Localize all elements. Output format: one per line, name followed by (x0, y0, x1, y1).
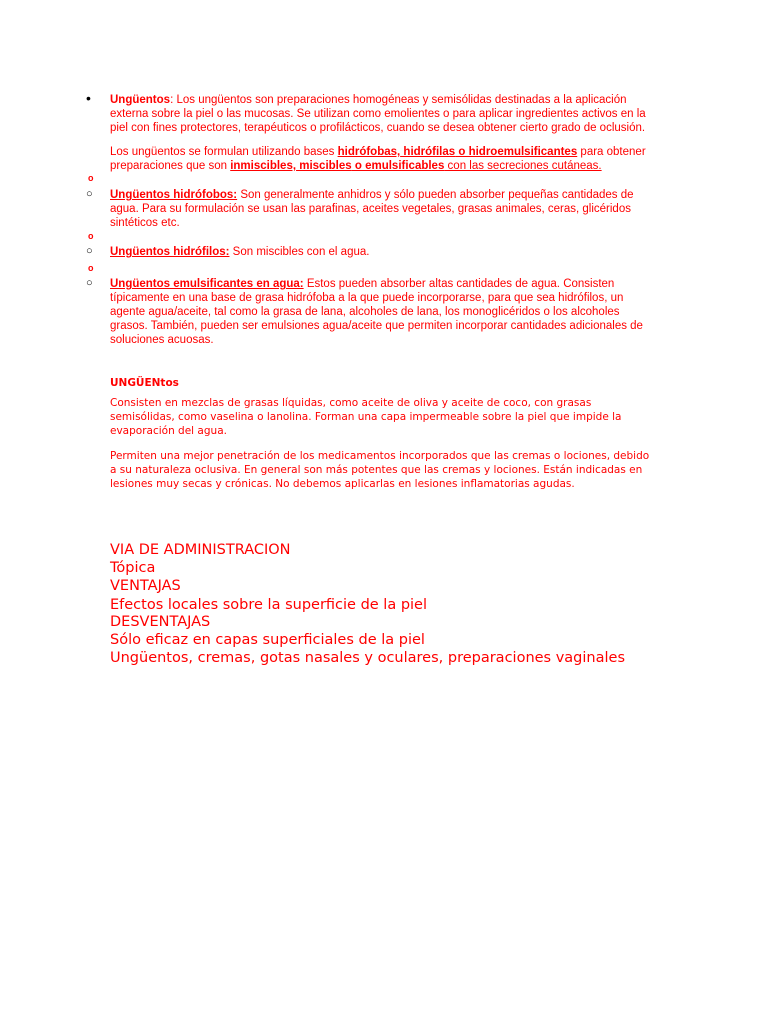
item-text: Son miscibles con el agua. (229, 246, 370, 258)
small-circle-bullet-icon: o (88, 173, 94, 183)
advantages-heading: VENTAJAS (110, 578, 181, 594)
list-item-hydrophilic (110, 245, 645, 259)
item-text: Son generalmente anhidros y sólo pueden absorber pequeñas cantidades de agua. Para su formulación se usan las parafinas, aceites vegetales, grasas animales, ceras, glicéridos sintéticos etc. (110, 189, 634, 229)
list-item-hydrophobic (110, 188, 645, 230)
bases-text-2: para obtener preparaciones que son (110, 146, 646, 172)
base-hydrophilic: hidrófilas (400, 146, 456, 158)
ointments-intro-paragraph (110, 93, 655, 135)
route-value: Tópica (110, 560, 156, 576)
circle-bullet-icon: ○ (86, 188, 93, 200)
bases-paragraph (110, 145, 655, 173)
composition-paragraph: Consisten en mezclas de grasas líquidas, como aceite de oliva y aceite de coco, con grasas semisólidas, como vaselina o lanolina. Forman una capa impermeable sobre la piel que impide la evaporación del agua. (110, 397, 622, 437)
ointments-term: Ungüentos (110, 94, 171, 106)
route-heading: VIA DE ADMINISTRACION (110, 542, 291, 558)
forms-line: Ungüentos, cremas, gotas nasales y oculares, preparaciones vaginales (110, 650, 625, 666)
bases-text-end: con las secreciones cutáneas. (444, 160, 602, 172)
circle-bullet-icon: ○ (86, 245, 93, 257)
item-term: Ungüentos hidrófobos: (110, 189, 238, 201)
bullet-dot-icon: • (86, 90, 91, 106)
property-miscible: miscibles (296, 160, 352, 172)
bases-text: Los ungüentos se formulan utilizando bases (110, 146, 338, 158)
base-hydrophobic: hidrófobas, (337, 146, 401, 158)
item-term: Ungüentos emulsificantes en agua: (110, 278, 304, 290)
list-item-emulsifying (110, 277, 655, 347)
property-emulsifiable: o emulsificables (351, 160, 445, 172)
disadvantages-value: Sólo eficaz en capas superficiales de la piel (110, 632, 425, 648)
circle-bullet-icon: ○ (86, 277, 93, 289)
property-immiscible: inmiscibles, (230, 160, 297, 172)
small-circle-bullet-icon: o (88, 231, 94, 241)
base-hydroemulsifying: o hidroemulsificantes (455, 146, 578, 158)
advantages-value: Efectos locales sobre la superficie de la piel (110, 597, 428, 613)
item-text: Estos pueden absorber altas cantidades de agua. Consisten típicamente en una base de grasa hidrófoba a la que puede incorporarse, para que sea hidrófilos, un agente agua/aceite, tal como la grasa de lana, alcoholes de lana, los monoglicéridos o los alcoholes grasos. También, pueden ser emulsiones agua/aceite que permiten incorporar cantidades adicionales de soluciones acuosas. (110, 278, 643, 346)
penetration-paragraph: Permiten una mejor penetración de los medicamentos incorporados que las cremas o lociones, debido a su naturaleza oclusiva. En general son más potentes que las cremas y lociones. Están indicadas en lesiones muy secas y crónicas. No debemos aplicarlas en lesiones inflamatorias agudas. (110, 450, 650, 490)
disadvantages-heading: DESVENTAJAS (110, 614, 211, 630)
item-term: Ungüentos hidrófilos: (110, 246, 230, 258)
small-circle-bullet-icon: o (88, 263, 94, 273)
ointments-definition: : Los ungüentos son preparaciones homogéneas y semisólidas destinadas a la aplicación externa sobre la piel o las mucosas. Se utilizan como emolientes o para aplicar ingredientes activos en la piel con fines protectores, terapéuticos o profilácticos, cuando se desea obtener cierto grado de oclusión. (110, 94, 646, 134)
section-heading: UNGÜENtos (110, 377, 179, 389)
